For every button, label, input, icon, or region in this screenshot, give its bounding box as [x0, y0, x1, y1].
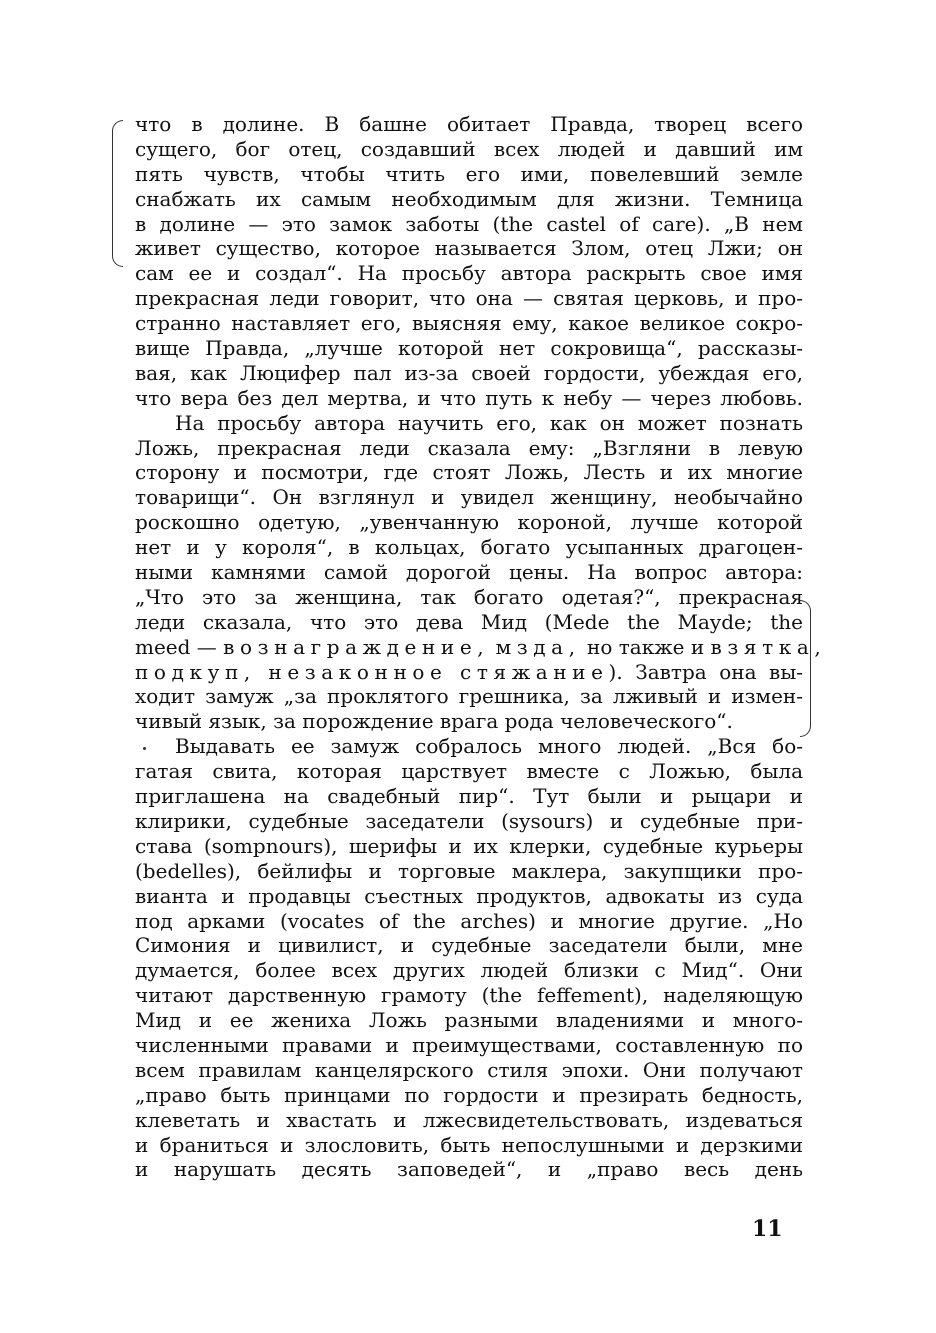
text-line: Ложь, прекрасная леди сказала ему: „Взгляни в левую [135, 435, 803, 460]
text-line: всем правилам канцелярского стиля эпохи. Они получают [135, 1057, 803, 1082]
text-fragment: ). Завтра она вы- [608, 659, 803, 684]
text-line: читают дарственную грамоту (the feffement), наделяющую [135, 983, 803, 1008]
text-line: „Что это за женщина, так богато одетая?“, прекрасная [135, 584, 803, 609]
text-line-spaced [135, 634, 827, 660]
text-line: пять чувств, чтобы чтить его ими, повелевший земле [135, 161, 803, 186]
text-line: приглашена на свадебный пир“. Тут были и рыцари и [135, 784, 803, 809]
text-line: гатая свита, которая царствует вместе с Ложью, была [135, 759, 803, 784]
paragraph-end-line: чивый язык, за порождение врага рода человеческого“. [135, 709, 733, 734]
text-line: прекрасная леди говорит, что она — святая церковь, и про- [135, 286, 803, 311]
body-text [135, 112, 827, 1182]
page-number: 11 [752, 1216, 783, 1242]
text-line: Симония и цивилист, и судебные заседатели были, мне [135, 933, 803, 958]
text-fragment: но также и [580, 634, 711, 659]
text-line: вище Правда, „лучше которой нет сокровища“, рассказы- [135, 336, 803, 361]
paragraph-start-line: Выдавать ее замуж собралось много людей. „Вся бо- [175, 734, 803, 759]
spaced-word: взятка, [710, 634, 827, 659]
text-line: ходит замуж „за проклятого грешника, за лживый и измен- [135, 684, 803, 709]
text-line: что вера без дел мертва, и что путь к небу — через любовь. [135, 385, 803, 410]
text-fragment: meed — [135, 634, 224, 659]
text-line: „право быть принцами по гордости и презирать бедность, [135, 1082, 803, 1107]
text-line: снабжать их самым необходимым для жизни. Темница [135, 186, 803, 211]
margin-bracket-left [112, 120, 123, 267]
text-line: сторону и посмотри, где стоят Ложь, Лесть и их многие [135, 460, 803, 485]
paragraph-start-line: На просьбу автора научить его, как он может познать [175, 410, 803, 435]
text-line: клирики, судебные заседатели (sysours) и судебные при- [135, 808, 803, 833]
text-line: живет существо, которое называется Злом, отец Лжи; он [135, 236, 803, 261]
text-line: вианта и продавцы съестных продуктов, адвокаты из суда [135, 883, 803, 908]
text-line: вая, как Люцифер пал из-за своей гордости, убеждая его, [135, 360, 803, 385]
text-line: (bedelles), бейлифы и торговые маклера, закупщики про- [135, 858, 803, 883]
text-line: в долине — это замок заботы (the castel of care). „В нем [135, 211, 803, 236]
spaced-word: вознаграждение, [223, 634, 490, 659]
text-line: сам ее и создал“. На просьбу автора раскрыть свое имя [135, 261, 803, 286]
text-line: става (somрnours), шерифы и их клерки, судебные курьеры [135, 833, 803, 858]
text-line: странно наставляет его, выясняя ему, какое великое сокро- [135, 311, 803, 336]
text-line: под арками (vocates of the arches) и многие другие. „Но [135, 908, 803, 933]
text-line-spaced [135, 660, 803, 685]
text-line: думается, более всех других людей близки с Мид“. Они [135, 958, 803, 983]
spaced-word: стяжание [460, 659, 609, 684]
text-line: численными правами и преимуществами, составленную по [135, 1032, 803, 1057]
text-line: и нарушать десять заповедей“, и „право весь день [135, 1157, 803, 1182]
text-line: что в долине. В башне обитает Правда, творец всего [135, 112, 803, 136]
text-line: и браниться и злословить, быть непослушными и дерзкими [135, 1132, 803, 1157]
text-line: Мид и ее жениха Ложь разными владениями и много- [135, 1008, 803, 1033]
spaced-word: незаконное [268, 659, 448, 684]
spaced-word: подкуп, [135, 659, 256, 684]
text-line: сущего, бог отец, создавший всех людей и давший им [135, 136, 803, 161]
text-line: нет и у короля“, в кольцах, богато усыпанных драгоцен- [135, 535, 803, 560]
text-line: леди сказала, что это дева Мид (Mede the Mayde; the [135, 609, 803, 634]
spaced-word: мзда, [495, 634, 581, 659]
text-line: роскошно одетую, „увенчанную короной, лучше которой [135, 510, 803, 535]
text-line: ными камнями самой дорогой цены. На вопрос автора: [135, 560, 803, 585]
text-line: товарищи“. Он взглянул и увидел женщину, необычайно [135, 485, 803, 510]
text-line: клеветать и хвастать и лжесвидетельствовать, издеваться [135, 1107, 803, 1132]
